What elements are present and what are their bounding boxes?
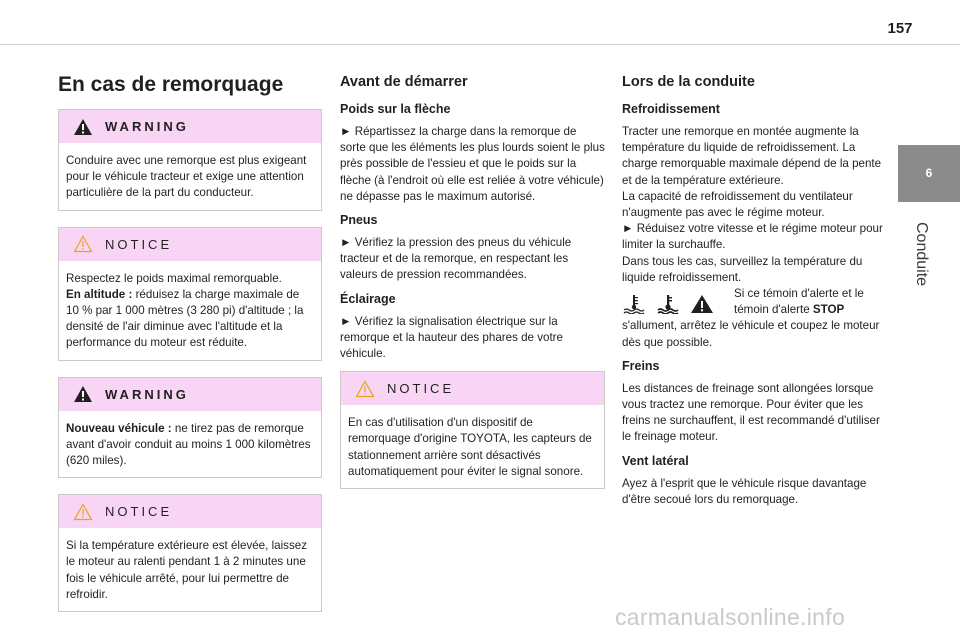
warning-lights-text-a: Si ce témoin d'alerte et le témoin d'alerte xyxy=(734,287,864,317)
chapter-label: Conduite xyxy=(913,222,930,287)
warning-lights-text-b: s'allument, arrêtez le véhicule et coupez le moteur dès que possible. xyxy=(622,319,880,349)
warning-box xyxy=(58,109,322,211)
notice-box xyxy=(340,371,605,489)
notice-header xyxy=(59,495,321,528)
subsection-text: ► Répartissez la charge dans la remorque de sorte que les éléments les plus lourds soient le plus près possible de l'essieu et que le poids sur la flèche (à l'endroit où elle est reliée à votre véhicule) ne dépasse pas le maximum autorisé. xyxy=(340,125,605,203)
warning-header xyxy=(59,378,321,411)
subsection-text: ► Vérifiez la signalisation électrique sur la remorque et la hauteur des phares de votre véhicule. xyxy=(340,314,563,361)
notice-label: NOTICE xyxy=(105,504,173,520)
notice-box xyxy=(58,227,322,361)
cooling-text-4: Dans tous les cas, surveillez la température du liquide refroidissement. xyxy=(622,254,863,284)
wind-text: Ayez à l'esprit que le véhicule risque davantage d'être secoué lors du remorquage. xyxy=(622,476,867,506)
coolant-temperature-icon xyxy=(622,294,646,314)
notice-triangle-icon xyxy=(355,380,375,398)
warning-label: WARNING xyxy=(105,386,189,402)
notice-triangle-icon xyxy=(73,235,93,253)
subsection-heading: Éclairage xyxy=(340,291,396,306)
warning-lights-text xyxy=(734,286,890,318)
notice-line: Respectez le poids maximal remorquable. xyxy=(66,271,282,285)
warning-bold-lead: Nouveau véhicule : xyxy=(66,421,172,435)
cooling-text-3: ► Réduisez votre vitesse et le régime moteur pour limiter la surchauffe. xyxy=(622,222,883,252)
warning-lights-row xyxy=(622,286,890,318)
chapter-label-container xyxy=(900,222,960,332)
notice-rest: réduisez la charge maximale de 10 % par 1 000 mètres (3 280 pi) d'altitude ; la densité de l'air diminue avec l'altitude et la performance du moteur est réduite. xyxy=(66,287,304,350)
notice-label: NOTICE xyxy=(105,236,173,252)
watermark: carmanualsonline.info xyxy=(615,604,846,630)
warning-box xyxy=(58,377,322,479)
notice-text: Si la température extérieure est élevée, laissez le moteur au ralenti pendant 1 à 2 minutes une fois le véhicule arrêté, pour lui permettre de refroidir. xyxy=(66,539,308,601)
header-divider xyxy=(0,44,960,45)
chapter-number: 6 xyxy=(925,166,933,180)
warning-text xyxy=(59,411,321,478)
warning-label: WARNING xyxy=(105,119,189,134)
notice-bold-lead: En altitude : xyxy=(66,287,133,301)
cooling-text-1: Tracter une remorque en montée augmente la température du liquide de refroidissement. La charge remorquable maximale dépend de la pente et de la température extérieure. xyxy=(622,125,882,187)
notice-text xyxy=(59,261,321,360)
notice-text: En cas d'utilisation d'un dispositif de remorquage d'origine TOYOTA, les capteurs de stationnement arrière sont désactivés automatiquement pour éviter le signal sonore. xyxy=(348,416,592,478)
warning-text: Conduire avec une remorque est plus exigeant pour le véhicule tracteur et exige une attention particulière de la part du conducteur. xyxy=(66,154,307,200)
page-number: 157 xyxy=(887,20,913,37)
section-title: Lors de la conduite xyxy=(622,74,755,90)
cooling-text-2: La capacité de refroidissement du ventilateur n'augmente pas avec le régime moteur. xyxy=(622,189,853,220)
notice-box xyxy=(58,494,322,612)
notice-header xyxy=(59,228,321,261)
warning-lights-icons xyxy=(622,286,734,314)
subsection-text: ► Vérifiez la pression des pneus du véhicule tracteur et de la remorque, en respectant les valeurs de pression recommandées. xyxy=(340,236,572,282)
subsection-heading: Refroidissement xyxy=(622,102,720,116)
warning-header xyxy=(59,110,321,143)
subsection-heading: Poids sur la flèche xyxy=(340,102,451,116)
notice-label: NOTICE xyxy=(387,381,455,397)
column-left xyxy=(58,72,322,628)
stop-label: STOP xyxy=(812,303,845,317)
brakes-text: Les distances de freinage sont allongées lorsque vous tractez une remorque. Pour éviter que les freins ne surchauffent, il est recommandé d'utiliser le freinage moteur. xyxy=(622,381,880,444)
alert-triangle-icon xyxy=(690,294,714,314)
warning-rest: ne tirez pas de remorque avant d'avoir conduit au moins 1 000 kilomètres (620 miles). xyxy=(66,421,311,468)
warning-triangle-icon xyxy=(73,118,93,136)
column-right xyxy=(622,74,890,516)
subsection-heading: Pneus xyxy=(340,213,378,228)
warning-triangle-icon xyxy=(73,385,93,403)
section-title: Avant de démarrer xyxy=(340,74,468,90)
coolant-level-icon xyxy=(656,294,680,314)
column-middle xyxy=(340,74,605,505)
subsection-heading: Freins xyxy=(622,358,660,373)
chapter-tab[interactable] xyxy=(898,145,960,202)
subsection-heading: Vent latéral xyxy=(622,453,689,468)
cooling-text xyxy=(622,124,890,286)
notice-header xyxy=(341,372,604,405)
section-title: En cas de remorquage xyxy=(58,73,284,96)
notice-triangle-icon xyxy=(73,503,93,521)
